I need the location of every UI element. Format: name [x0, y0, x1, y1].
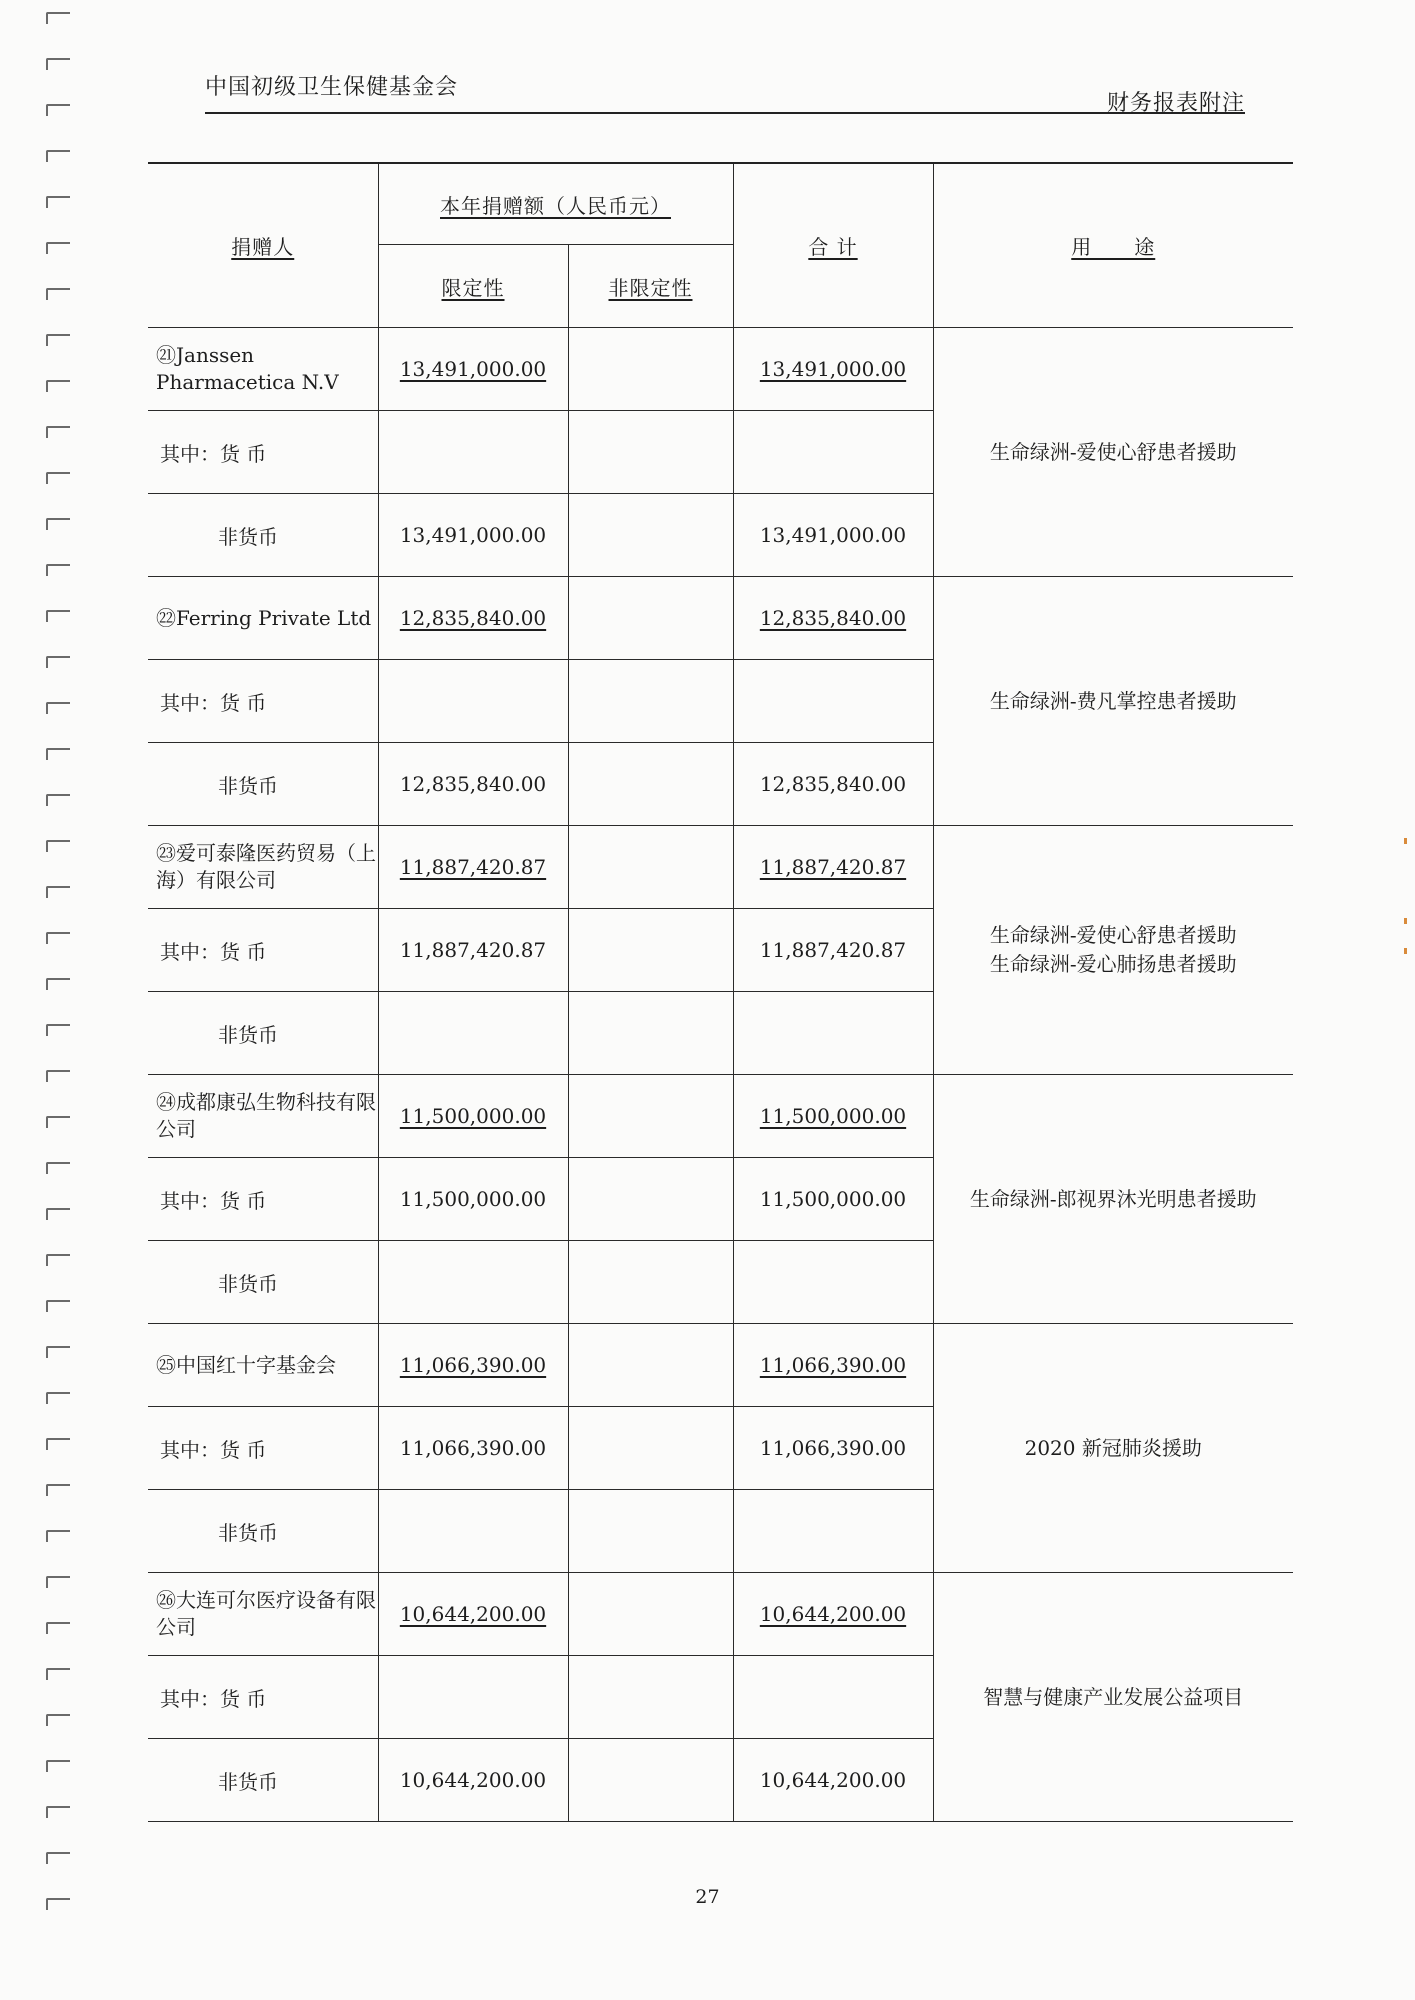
- restricted-amount: 11,066,390.00: [378, 1324, 568, 1407]
- currency-total: [733, 411, 933, 494]
- binding-hole: [46, 1300, 70, 1312]
- col-donor-header: 捐赠人: [148, 163, 378, 328]
- noncurrency-unrestricted: [568, 1241, 733, 1324]
- currency-total: 11,500,000.00: [733, 1158, 933, 1241]
- col-amount-group-header: 本年捐赠额（人民币元）: [378, 163, 733, 245]
- noncurrency-unrestricted: [568, 494, 733, 577]
- noncurrency-restricted: 10,644,200.00: [378, 1739, 568, 1822]
- binding-hole: [46, 104, 70, 116]
- noncurrency-label: 非货币: [148, 1739, 378, 1822]
- col-restricted-header: 限定性: [378, 245, 568, 328]
- binding-hole: [46, 150, 70, 162]
- binding-hole: [46, 978, 70, 990]
- donation-purpose: 生命绿洲-爱使心舒患者援助: [933, 328, 1293, 577]
- currency-label: 其中：货 币: [148, 411, 378, 494]
- currency-label: 其中：货 币: [148, 909, 378, 992]
- currency-unrestricted: [568, 660, 733, 743]
- donor-row: [148, 1573, 1293, 1656]
- binding-hole: [46, 840, 70, 852]
- donor-name: ㉔成都康弘生物科技有限公司: [148, 1075, 378, 1158]
- binding-hole: [46, 702, 70, 714]
- binding-hole: [46, 564, 70, 576]
- donation-purpose: 生命绿洲-费凡掌控患者援助: [933, 577, 1293, 826]
- binding-hole: [46, 1254, 70, 1266]
- binding-hole: [46, 1484, 70, 1496]
- currency-label: 其中：货 币: [148, 1407, 378, 1490]
- donations-table: [148, 162, 1293, 1822]
- currency-restricted: [378, 1656, 568, 1739]
- donation-purpose: 智慧与健康产业发展公益项目: [933, 1573, 1293, 1822]
- noncurrency-restricted: [378, 1490, 568, 1573]
- col-purpose-header: 用 途: [933, 163, 1293, 328]
- currency-total: [733, 1656, 933, 1739]
- binding-hole: [46, 1760, 70, 1772]
- donor-row: [148, 328, 1293, 411]
- noncurrency-total: 12,835,840.00: [733, 743, 933, 826]
- restricted-amount: 11,887,420.87: [378, 826, 568, 909]
- total-amount: 10,644,200.00: [733, 1573, 933, 1656]
- binding-hole: [46, 794, 70, 806]
- noncurrency-unrestricted: [568, 992, 733, 1075]
- noncurrency-restricted: 13,491,000.00: [378, 494, 568, 577]
- binding-hole: [46, 1346, 70, 1358]
- restricted-amount: 12,835,840.00: [378, 577, 568, 660]
- binding-hole: [46, 380, 70, 392]
- noncurrency-unrestricted: [568, 743, 733, 826]
- col-total-header: 合 计: [733, 163, 933, 328]
- unrestricted-amount: [568, 1075, 733, 1158]
- total-amount: 13,491,000.00: [733, 328, 933, 411]
- currency-unrestricted: [568, 909, 733, 992]
- scan-mark: [1404, 948, 1407, 954]
- binding-hole: [46, 12, 70, 24]
- binding-hole: [46, 242, 70, 254]
- currency-unrestricted: [568, 1656, 733, 1739]
- binding-hole: [46, 1622, 70, 1634]
- currency-restricted: 11,066,390.00: [378, 1407, 568, 1490]
- page-header: [205, 64, 1245, 116]
- currency-label: 其中：货 币: [148, 1656, 378, 1739]
- binding-hole: [46, 1806, 70, 1818]
- currency-unrestricted: [568, 1158, 733, 1241]
- noncurrency-total: [733, 1490, 933, 1573]
- currency-label: 其中：货 币: [148, 1158, 378, 1241]
- noncurrency-restricted: [378, 1241, 568, 1324]
- donor-name: ㉑Janssen Pharmacetica N.V: [148, 328, 378, 411]
- binding-hole: [46, 1438, 70, 1450]
- unrestricted-amount: [568, 1573, 733, 1656]
- noncurrency-total: 10,644,200.00: [733, 1739, 933, 1822]
- noncurrency-total: [733, 1241, 933, 1324]
- noncurrency-label: 非货币: [148, 743, 378, 826]
- unrestricted-amount: [568, 1324, 733, 1407]
- noncurrency-label: 非货币: [148, 1241, 378, 1324]
- noncurrency-label: 非货币: [148, 494, 378, 577]
- donor-row: [148, 577, 1293, 660]
- binding-hole: [46, 288, 70, 300]
- currency-restricted: 11,887,420.87: [378, 909, 568, 992]
- binding-hole: [46, 656, 70, 668]
- noncurrency-label: 非货币: [148, 1490, 378, 1573]
- total-amount: 11,066,390.00: [733, 1324, 933, 1407]
- document-title: 财务报表附注: [1106, 91, 1245, 116]
- organization-name: 中国初级卫生保健基金会: [205, 75, 459, 100]
- currency-label: 其中：货 币: [148, 660, 378, 743]
- binding-hole: [46, 1576, 70, 1588]
- binding-hole: [46, 932, 70, 944]
- header-rule: [205, 112, 1245, 114]
- scan-mark: [1404, 918, 1407, 924]
- restricted-amount: 13,491,000.00: [378, 328, 568, 411]
- binding-hole: [46, 1714, 70, 1726]
- restricted-amount: 10,644,200.00: [378, 1573, 568, 1656]
- binding-hole: [46, 748, 70, 760]
- binding-hole: [46, 1668, 70, 1680]
- noncurrency-unrestricted: [568, 1739, 733, 1822]
- donor-row: [148, 1324, 1293, 1407]
- noncurrency-restricted: 12,835,840.00: [378, 743, 568, 826]
- binding-hole: [46, 1024, 70, 1036]
- binding-hole: [46, 426, 70, 438]
- currency-total: 11,066,390.00: [733, 1407, 933, 1490]
- noncurrency-label: 非货币: [148, 992, 378, 1075]
- donor-name: ㉕中国红十字基金会: [148, 1324, 378, 1407]
- noncurrency-total: 13,491,000.00: [733, 494, 933, 577]
- donation-purpose: 生命绿洲-郎视界沐光明患者援助: [933, 1075, 1293, 1324]
- binding-hole: [46, 518, 70, 530]
- col-unrestricted-header: 非限定性: [568, 245, 733, 328]
- binding-hole: [46, 886, 70, 898]
- donor-row: [148, 826, 1293, 909]
- donor-row: [148, 1075, 1293, 1158]
- donation-purpose: 2020 新冠肺炎援助: [933, 1324, 1293, 1573]
- binding-hole: [46, 1530, 70, 1542]
- binding-hole: [46, 1162, 70, 1174]
- donor-name: ㉓爱可泰隆医药贸易（上海）有限公司: [148, 826, 378, 909]
- currency-restricted: 11,500,000.00: [378, 1158, 568, 1241]
- binding-holes: [38, 0, 78, 2000]
- noncurrency-unrestricted: [568, 1490, 733, 1573]
- restricted-amount: 11,500,000.00: [378, 1075, 568, 1158]
- total-amount: 11,500,000.00: [733, 1075, 933, 1158]
- noncurrency-restricted: [378, 992, 568, 1075]
- total-amount: 11,887,420.87: [733, 826, 933, 909]
- binding-hole: [46, 58, 70, 70]
- currency-restricted: [378, 660, 568, 743]
- binding-hole: [46, 1070, 70, 1082]
- donation-purpose: 生命绿洲-爱使心舒患者援助 生命绿洲-爱心肺扬患者援助: [933, 826, 1293, 1075]
- donor-name: ㉖大连可尔医疗设备有限公司: [148, 1573, 378, 1656]
- total-amount: 12,835,840.00: [733, 577, 933, 660]
- binding-hole: [46, 1392, 70, 1404]
- unrestricted-amount: [568, 577, 733, 660]
- currency-restricted: [378, 411, 568, 494]
- binding-hole: [46, 1852, 70, 1864]
- unrestricted-amount: [568, 328, 733, 411]
- currency-total: 11,887,420.87: [733, 909, 933, 992]
- noncurrency-total: [733, 992, 933, 1075]
- page-number: 27: [695, 1886, 720, 1908]
- binding-hole: [46, 334, 70, 346]
- donor-name: ㉒Ferring Private Ltd: [148, 577, 378, 660]
- currency-total: [733, 660, 933, 743]
- unrestricted-amount: [568, 826, 733, 909]
- binding-hole: [46, 1116, 70, 1128]
- binding-hole: [46, 196, 70, 208]
- binding-hole: [46, 610, 70, 622]
- currency-unrestricted: [568, 1407, 733, 1490]
- currency-unrestricted: [568, 411, 733, 494]
- binding-hole: [46, 1208, 70, 1220]
- binding-hole: [46, 472, 70, 484]
- scan-mark: [1404, 838, 1407, 844]
